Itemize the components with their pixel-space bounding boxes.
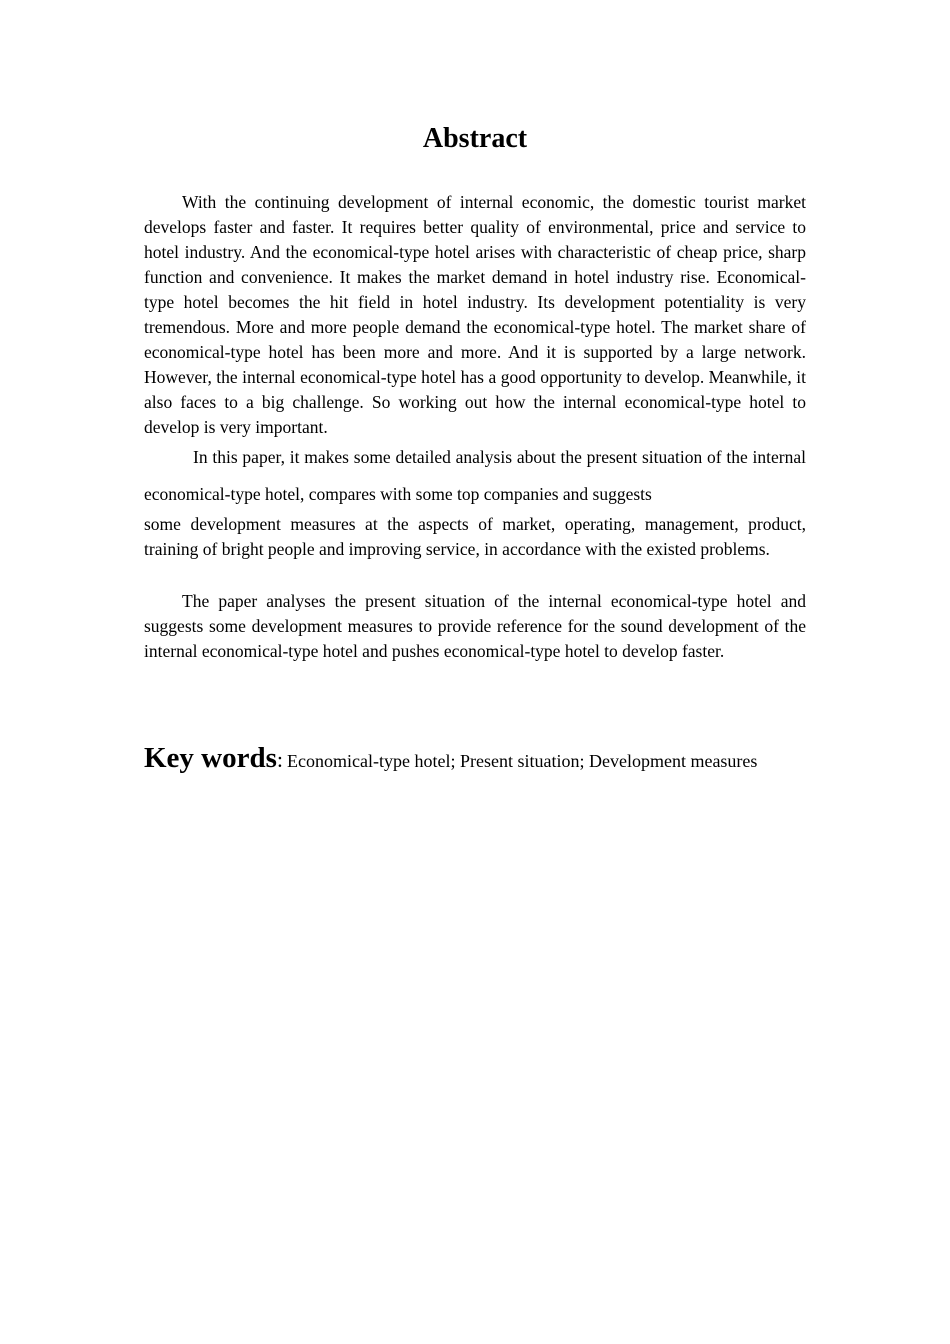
keywords-separator: : — [276, 747, 284, 772]
abstract-paragraph-1: With the continuing development of internal economic, the domestic tourist market develops faster and faster. It requires better quality of environmental, price and service to hotel industry. And the economical-type hotel arises with characteristic of cheap price, sharp function and convenience. It makes the market demand in hotel industry rise. Economical-type hotel becomes the hit field in hotel industry. Its development potentiality is very tremendous. More and more people demand the economical-type hotel. The market share of economical-type hotel has been more and more. And it is supported by a large network. However, the internal economical-type hotel has a good opportunity to develop. Meanwhile, it also faces to a big challenge. So working out how the internal economical-type hotel to develop is very important. — [144, 192, 806, 437]
abstract-paragraph-2-continued: some development measures at the aspects of market, operating, management, product, training of bright people and improving service, in accordance with the existed problems. — [144, 514, 806, 559]
keywords-label: Key words — [144, 742, 277, 774]
keywords-line — [144, 742, 844, 775]
keywords-text: Economical-type hotel; Present situation; Development measures — [287, 751, 758, 771]
abstract-paragraph-2-lead: In this paper, it makes some detailed analysis about the present situation of the internal economical-type hotel, compares with some top companies and suggests — [144, 447, 806, 504]
abstract-paragraph-3: The paper analyses the present situation of the internal economical-type hotel and suggests some development measures to provide reference for the sound development of the internal economical-type hotel and pushes economical-type hotel to develop faster. — [144, 591, 806, 661]
abstract-title: Abstract — [422, 123, 528, 154]
abstract-paragraph-2 — [144, 439, 806, 562]
